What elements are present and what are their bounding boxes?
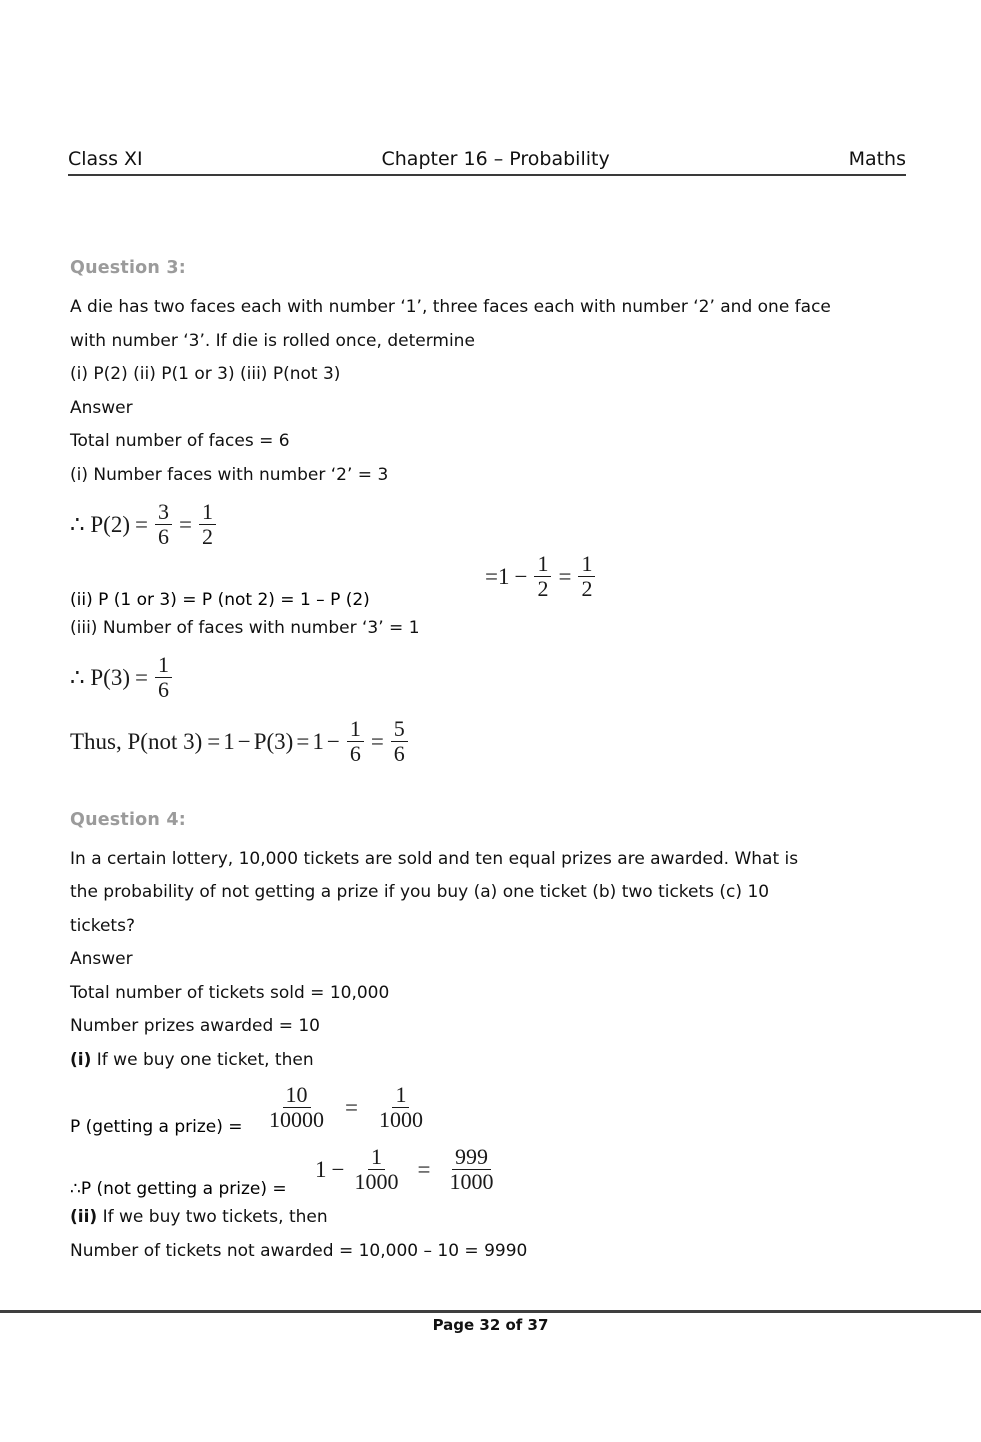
question-3-formula-i-row (70, 492, 920, 556)
question-4-prizes-awarded: Number prizes awarded = 10 (70, 1016, 320, 1036)
question-4-not-prize-text: ∴P (not getting a prize) = (70, 1179, 287, 1199)
document-content (70, 258, 920, 1268)
formula-p-not-3-one-2: 1 (312, 729, 324, 754)
question-3-statement-line-2: with number ‘3’. If die is rolled once, determine (70, 330, 475, 351)
formula-not-getting-prize-minus: − (331, 1157, 345, 1182)
formula-p1or3-fraction-1 (534, 553, 551, 600)
formula-not-getting-prize-fraction-2-denominator: 1000 (449, 1169, 494, 1194)
formula-p2-fraction-1-numerator: 3 (155, 501, 172, 525)
page-header (68, 148, 906, 176)
question-3-total-faces: Total number of faces = 6 (70, 431, 290, 451)
formula-p1or3-fraction-2-numerator: 1 (578, 553, 595, 577)
formula-p3-fraction-denominator: 6 (157, 677, 169, 702)
question-4-statement-line-3: tickets? (70, 915, 135, 936)
formula-getting-prize-fraction-2-denominator: 1000 (378, 1107, 423, 1132)
formula-getting-prize-fraction-1-denominator: 10000 (269, 1107, 324, 1132)
header-subject-label: Maths (848, 148, 906, 170)
formula-p2-fraction-2-denominator: 2 (201, 523, 213, 549)
question-3-parts-line: (i) P(2) (ii) P(1 or 3) (iii) P(not 3) (70, 364, 341, 384)
formula-not-getting-prize-equals: = (417, 1157, 431, 1182)
formula-p-not-3-fraction-2-denominator: 6 (393, 741, 405, 766)
question-4-part-ii-line (70, 1201, 920, 1235)
formula-p-not-3-fraction-1-numerator: 1 (347, 718, 364, 742)
question-3-part-i-text: (i) Number faces with number ‘2’ = 3 (70, 464, 389, 485)
formula-p3 (70, 654, 176, 701)
formula-getting-prize-equals: = (345, 1095, 358, 1120)
question-3-answer-label: Answer (70, 397, 133, 418)
question-4-block (70, 810, 920, 1269)
question-4-total-tickets: Total number of tickets sold = 10,000 (70, 982, 390, 1003)
formula-p2 (70, 498, 220, 549)
formula-not-getting-prize-one: 1 (315, 1157, 327, 1182)
formula-p-not-3 (70, 718, 412, 765)
formula-p3-equals: = (135, 665, 148, 690)
formula-p1or3 (485, 553, 599, 600)
formula-p-not-3-fraction-2 (391, 718, 408, 765)
formula-not-getting-prize (315, 1146, 500, 1193)
question-4-not-prize-row (70, 1139, 920, 1201)
question-3-part-ii-row (70, 551, 920, 612)
header-chapter-title: Chapter 16 – Probability (381, 148, 610, 170)
formula-p-not-3-equals-1: = (207, 729, 221, 754)
formula-p3-fraction (155, 654, 172, 701)
question-4-statement-line-2: the probability of not getting a prize if you buy (a) one ticket (b) two tickets (c) 10 (70, 882, 770, 902)
question-4-answer-label: Answer (70, 949, 133, 969)
formula-not-getting-prize-fraction-1-numerator: 1 (368, 1146, 385, 1170)
question-4-part-ii-text: If we buy two tickets, then (97, 1207, 328, 1227)
formula-not-getting-prize-fraction-2-numerator: 999 (452, 1146, 491, 1170)
question-3-block (70, 258, 920, 774)
formula-getting-prize-fraction-1 (266, 1084, 327, 1131)
formula-p-not-3-fraction-2-numerator: 5 (391, 718, 408, 742)
formula-not-getting-prize-fraction-2 (446, 1146, 496, 1193)
formula-getting-prize-fraction-2 (376, 1084, 426, 1131)
question-4-prize-text: P (getting a prize) = (70, 1117, 243, 1137)
question-3-statement-line-1: A die has two faces each with number ‘1’, three faces each with number ‘2’ and one face (70, 297, 831, 317)
formula-p-not-3-fraction-1-denominator: 6 (349, 741, 361, 766)
formula-not-getting-prize-fraction-1-denominator: 1000 (354, 1169, 399, 1194)
formula-p-not-3-one-1: 1 (223, 729, 235, 754)
question-3-formula-iii-row (70, 646, 920, 710)
question-4-prize-row (70, 1077, 920, 1139)
question-3-formula-thus-row (70, 710, 920, 774)
formula-p-not-3-minus-2: − (326, 729, 340, 754)
question-4-part-i-line (70, 1044, 920, 1078)
formula-p1or3-minus: − (514, 564, 528, 589)
footer-divider (0, 1310, 981, 1313)
question-3-heading: Question 3: (70, 258, 186, 278)
question-3-part-ii-text: (ii) P (1 or 3) = P (not 2) = 1 – P (2) (70, 590, 370, 610)
question-4-part-i-text: If we buy one ticket, then (91, 1049, 314, 1070)
question-3-part-iii-text: (iii) Number of faces with number ‘3’ = 1 (70, 618, 420, 638)
formula-p1or3-lead: =1 (485, 564, 510, 589)
formula-getting-prize-fraction-2-numerator: 1 (392, 1084, 409, 1108)
question-4-tickets-not-awarded: Number of tickets not awarded = 10,000 – 10 = 9990 (70, 1240, 528, 1261)
formula-not-getting-prize-fraction-1 (351, 1146, 401, 1193)
formula-p2-lead: ∴ P(2) (70, 511, 130, 537)
formula-p-not-3-equals-2: = (296, 729, 310, 754)
formula-p2-fraction-1-denominator: 6 (157, 523, 169, 549)
question-4-heading: Question 4: (70, 809, 186, 830)
formula-p3-fraction-numerator: 1 (155, 654, 172, 678)
formula-p3-lead: ∴ P(3) (70, 665, 130, 690)
formula-p-not-3-lead: Thus, P(not 3) (70, 729, 203, 754)
formula-p-not-3-fraction-1 (347, 718, 364, 765)
question-4-statement-line-1: In a certain lottery, 10,000 tickets are sold and ten equal prizes are awarded. What is (70, 848, 799, 869)
formula-p-not-3-equals-3: = (370, 729, 384, 754)
formula-getting-prize (262, 1084, 430, 1131)
formula-p2-fraction-2 (199, 498, 216, 549)
formula-p-not-3-p3: P(3) (253, 729, 294, 754)
formula-p2-equals-2: = (178, 511, 192, 537)
formula-p-not-3-minus-1: − (237, 729, 251, 754)
formula-p2-fraction-1 (155, 498, 172, 549)
formula-p2-equals-1: = (135, 511, 148, 537)
header-class-label: Class XI (68, 148, 143, 170)
question-4-part-i-marker: (i) (70, 1049, 92, 1070)
formula-p2-fraction-2-numerator: 1 (199, 501, 216, 525)
formula-p1or3-fraction-2-denominator: 2 (581, 576, 593, 601)
formula-p1or3-fraction-2 (578, 553, 595, 600)
formula-p1or3-fraction-1-denominator: 2 (537, 576, 549, 601)
formula-getting-prize-fraction-1-numerator: 10 (283, 1084, 311, 1108)
formula-p1or3-fraction-1-numerator: 1 (534, 553, 551, 577)
formula-p1or3-equals: = (558, 564, 572, 589)
question-4-part-ii-marker: (ii) (70, 1207, 98, 1227)
footer-page-number: Page 32 of 37 (432, 1316, 549, 1334)
